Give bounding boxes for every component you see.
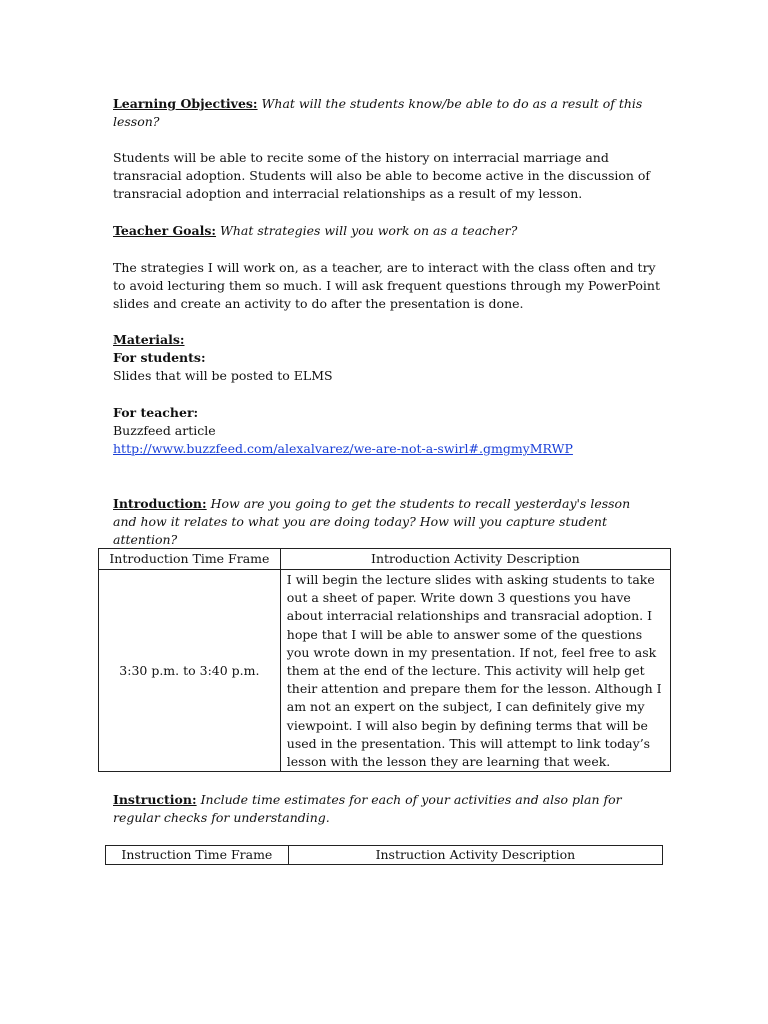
introduction-heading: Introduction:: [113, 496, 207, 511]
table-row: [99, 570, 671, 772]
introduction-section: [113, 495, 653, 550]
materials-section: [113, 331, 658, 458]
instruction-section: [113, 791, 653, 827]
introduction-activity-description-header: Introduction Activity Description: [280, 549, 670, 570]
introduction-prompt: How are you going to get the students to recall yesterday's lesson and how it relates to what you are doing today? How will you capture student attention?: [113, 496, 631, 548]
teacher-goals-heading: Teacher Goals:: [113, 223, 217, 238]
introduction-table: [98, 548, 671, 772]
materials-heading: Materials:: [113, 332, 185, 347]
instruction-table-header: [106, 846, 663, 865]
for-teacher-item: Buzzfeed article: [113, 422, 216, 438]
instruction-activity-description-header: Instruction Activity Description: [288, 846, 662, 865]
instruction-heading: Instruction:: [113, 792, 197, 807]
materials-spacer: [113, 386, 658, 404]
instruction-prompt: Include time estimates for each of your activities and also plan for regular checks for understanding.: [113, 792, 622, 826]
buzzfeed-article-link[interactable]: http://www.buzzfeed.com/alexalvarez/we-are-not-a-swirl#.gmgmyMRWP: [113, 441, 573, 457]
for-teacher-label: For teacher:: [113, 404, 199, 420]
instruction-time-frame-header: Instruction Time Frame: [106, 846, 289, 865]
instruction-table: [105, 845, 663, 865]
teacher-goals-section: [113, 222, 658, 240]
for-students-item: Slides that will be posted to ELMS: [113, 368, 333, 384]
introduction-time-frame-header: Introduction Time Frame: [99, 549, 281, 570]
learning-objectives-body: Students will be able to recite some of the history on interracial marriage and transracial adoption. Students will also be able to become active in the discussion of transracial adoption and interracial relationships as a result of my lesson.: [113, 150, 651, 202]
introduction-time-cell: 3:30 p.m. to 3:40 p.m.: [99, 570, 281, 772]
learning-objectives-section: [113, 95, 658, 131]
introduction-description-cell: I will begin the lecture slides with asking students to take out a sheet of paper. Write down 3 questions you have about interracial relationships and transracial adoption. I hope that I will be able to answer some of the questions you wrote down in my presentation. If not, feel free to ask them at the end of the lecture. This activity will help get their attention and prepare them for the lesson. Although I am not an expert on the subject, I can definitely give my viewpoint. I will also begin by defining terms that will be used in the presentation. This will attempt to link today’s lesson with the lesson they are learning that week.: [280, 570, 670, 772]
teacher-goals-body: The strategies I will work on, as a teacher, are to interact with the class often and try to avoid lecturing them so much. I will ask frequent questions through my PowerPoint slides and create an activity to do after the presentation is done.: [113, 260, 660, 312]
teacher-goals-prompt: What strategies will you work on as a teacher?: [220, 223, 518, 238]
for-students-label: For students:: [113, 350, 206, 366]
learning-objectives-heading: Learning Objectives:: [113, 96, 258, 111]
introduction-table-header: [99, 549, 671, 570]
learning-objectives-prompt: What will the students know/be able to do as a result of this lesson?: [113, 96, 643, 130]
